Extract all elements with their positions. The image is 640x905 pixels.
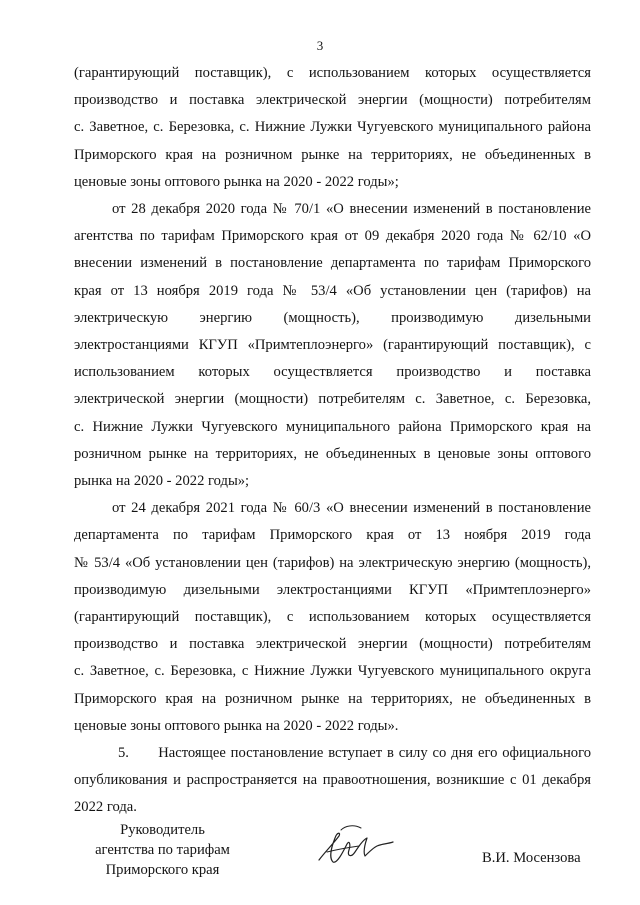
page-number: 3 xyxy=(316,38,324,53)
text-line: электростанциями КГУП «Примтеплоэнерго» (гарантирующий поставщик), с xyxy=(74,337,591,354)
text-line: электрической энергии (мощности) потребителям с. Заветное, с. Березовка, xyxy=(74,391,591,408)
signatory-title-line: агентства по тарифам xyxy=(95,842,230,858)
text-line: департамента по тарифам Приморского края от 13 ноября 2019 года xyxy=(74,527,591,544)
handwritten-signature xyxy=(315,822,395,870)
text-line: от 24 декабря 2021 года № 60/3 «О внесении изменений в постановление xyxy=(112,500,591,517)
signature-block xyxy=(0,820,640,900)
text-line: электрическую энергию (мощность), производимую дизельными xyxy=(74,309,591,326)
text-line: № 53/4 «Об установлении цен (тарифов) на электрическую энергию (мощность), xyxy=(74,554,591,571)
text-line: края от 13 ноября 2019 года № 53/4 «Об установлении цен (тарифов) на xyxy=(74,282,591,299)
text-line: производство и поставка электрической энергии (мощности) потребителям xyxy=(74,92,591,109)
signatory-title xyxy=(80,820,245,880)
text-line: (гарантирующий поставщик), с использованием которых осуществляется xyxy=(74,609,591,626)
text-line: 2022 года. xyxy=(74,799,137,816)
text-line: с. Нижние Лужки Чугуевского муниципального района Приморского края на xyxy=(74,418,591,435)
text-line: ценовые зоны оптового рынка на 2020 - 2022 годы». xyxy=(74,717,399,734)
text-line: 5. Настоящее постановление вступает в силу со дня его официального xyxy=(118,745,591,762)
signatory-title-line: Руководитель xyxy=(120,822,205,838)
text-line: ценовые зоны оптового рынка на 2020 - 2022 годы»; xyxy=(74,173,399,190)
signatory-title-line: Приморского края xyxy=(105,862,220,878)
text-line: опубликования и распространяется на правоотношения, возникшие с 01 декабря xyxy=(74,772,591,789)
text-line: производство и поставка электрической энергии (мощности) потребителям xyxy=(74,636,591,653)
text-line: с. Заветное, с. Березовка, с. Нижние Лужки Чугуевского муниципального района xyxy=(74,119,591,136)
text-line: Приморского края на розничном рынке на территориях, не объединенных в xyxy=(74,146,591,163)
text-line: розничном рынке на территориях, не объединенных в ценовые зоны оптового xyxy=(74,445,591,462)
text-line: Приморского края на розничном рынке на территориях, не объединенных в xyxy=(74,690,591,707)
signatory-name: В.И. Мосензова xyxy=(482,850,581,866)
text-line: рынка на 2020 - 2022 годы»; xyxy=(74,473,250,490)
text-line: (гарантирующий поставщик), с использованием которых осуществляется xyxy=(74,65,591,81)
text-line: внесении изменений в постановление департамента по тарифам Приморского xyxy=(74,255,591,272)
text-line: производимую дизельными электростанциями КГУП «Примтеплоэнерго» xyxy=(74,581,591,598)
text-line: от 28 декабря 2020 года № 70/1 «О внесении изменений в постановление xyxy=(112,201,591,218)
text-line: использованием которых осуществляется производство и поставка xyxy=(74,364,591,381)
document-body xyxy=(74,60,591,822)
text-line: с. Заветное, с. Березовка, с Нижние Лужки Чугуевского муниципального округа xyxy=(74,663,591,680)
text-line: агентства по тарифам Приморского края от 09 декабря 2020 года № 62/10 «О xyxy=(74,228,591,245)
